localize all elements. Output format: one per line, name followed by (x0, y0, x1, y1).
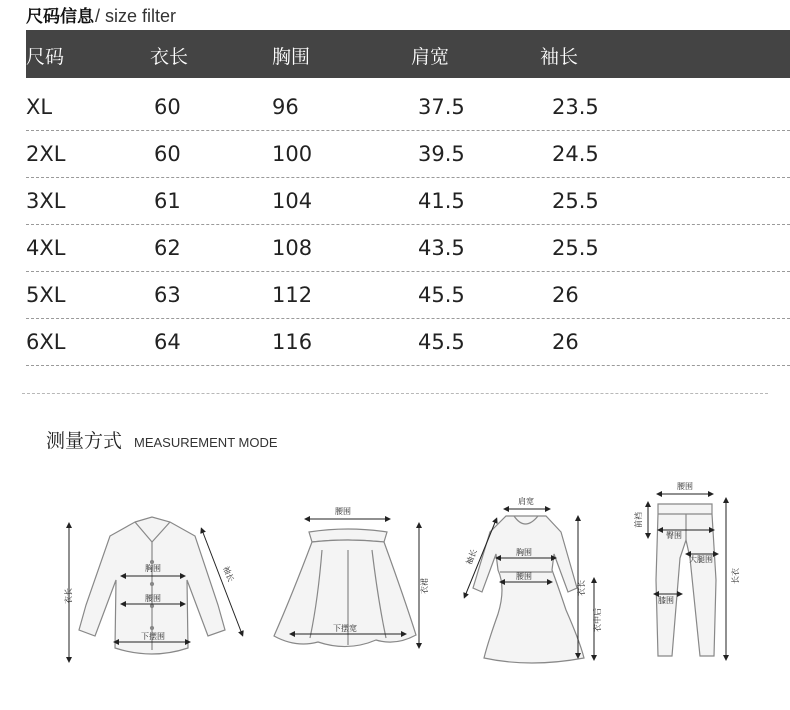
cell-length: 64 (154, 330, 181, 354)
cell-size: 3XL (26, 189, 66, 213)
cell-sleeve: 26 (552, 283, 579, 307)
dress-chest-label: 胸围 (516, 548, 532, 557)
dress-length-label: 衣长 (577, 580, 586, 596)
column-header-shoulder: 肩宽 (411, 46, 450, 68)
column-header-sleeve: 袖长 (540, 46, 579, 68)
shirt-length-label: 衣长 (64, 588, 73, 604)
shirt-chest-label: 胸围 (145, 564, 161, 573)
cell-size: XL (26, 95, 53, 119)
dress-sleeve-label: 袖长 (464, 547, 479, 567)
table-row (26, 225, 790, 272)
cell-chest: 108 (272, 236, 313, 260)
cell-shoulder: 37.5 (418, 95, 465, 119)
measurement-title-cn: 测量方式 (46, 430, 123, 452)
table-row (26, 178, 790, 225)
table-row (26, 272, 790, 319)
cell-shoulder: 39.5 (418, 142, 465, 166)
cell-chest: 96 (272, 95, 299, 119)
skirt-hem-label: 下摆宽 (333, 624, 357, 633)
cell-sleeve: 24.5 (552, 142, 599, 166)
cell-size: 6XL (26, 330, 66, 354)
dress-back-length-label: 衣中后 (593, 608, 602, 632)
skirt-length-label: 衣裙 (420, 578, 429, 594)
cell-chest: 100 (272, 142, 313, 166)
cell-shoulder: 43.5 (418, 236, 465, 260)
shirt-hem-label: 下摆围 (141, 632, 165, 641)
pants-thigh-label: 大腿围 (689, 555, 713, 564)
cell-size: 4XL (26, 236, 66, 260)
cell-sleeve: 25.5 (552, 189, 599, 213)
cell-length: 60 (154, 95, 181, 119)
dress-illustration (473, 516, 584, 663)
shirt-sleeve-label: 袖长 (221, 564, 236, 584)
table-row (26, 319, 790, 366)
pants-front-rise-label: 前裆 (634, 512, 643, 528)
cell-length: 60 (154, 142, 181, 166)
cell-size: 5XL (26, 283, 66, 307)
cell-shoulder: 45.5 (418, 283, 465, 307)
pants-illustration (656, 504, 716, 656)
size-table-body (26, 84, 790, 366)
cell-length: 62 (154, 236, 181, 260)
dress-waist-label: 腰围 (516, 572, 532, 581)
cell-chest: 116 (272, 330, 313, 354)
pants-waist-label: 腰围 (677, 482, 693, 491)
measurement-title (46, 426, 278, 453)
cell-shoulder: 45.5 (418, 330, 465, 354)
cell-length: 61 (154, 189, 181, 213)
size-info-title: 尺码信息 (26, 7, 94, 27)
shirt-waist-label: 腰围 (145, 594, 161, 603)
table-row (26, 84, 790, 131)
cell-chest: 104 (272, 189, 313, 213)
size-table-header (26, 30, 790, 78)
cell-sleeve: 25.5 (552, 236, 599, 260)
size-filter-subtitle: / size filter (95, 6, 177, 26)
dress-shoulder-label: 肩宽 (518, 497, 534, 506)
pants-length-label: 长衣 (731, 568, 740, 584)
pants-knee-label: 膝围 (658, 596, 674, 605)
section-divider (22, 393, 768, 394)
measurement-title-en: MEASUREMENT MODE (134, 435, 278, 450)
column-header-length: 衣长 (150, 46, 189, 68)
pants-hip-label: 臀围 (666, 531, 682, 540)
cell-size: 2XL (26, 142, 66, 166)
skirt-waist-label: 腰围 (335, 507, 351, 516)
cell-sleeve: 26 (552, 330, 579, 354)
table-row (26, 131, 790, 178)
cell-sleeve: 23.5 (552, 95, 599, 119)
column-header-size: 尺码 (26, 46, 65, 68)
column-header-chest: 胸围 (272, 46, 311, 68)
cell-length: 63 (154, 283, 181, 307)
cell-shoulder: 41.5 (418, 189, 465, 213)
cell-chest: 112 (272, 283, 313, 307)
measurement-illustrations (0, 470, 790, 680)
page-title (26, 2, 176, 26)
